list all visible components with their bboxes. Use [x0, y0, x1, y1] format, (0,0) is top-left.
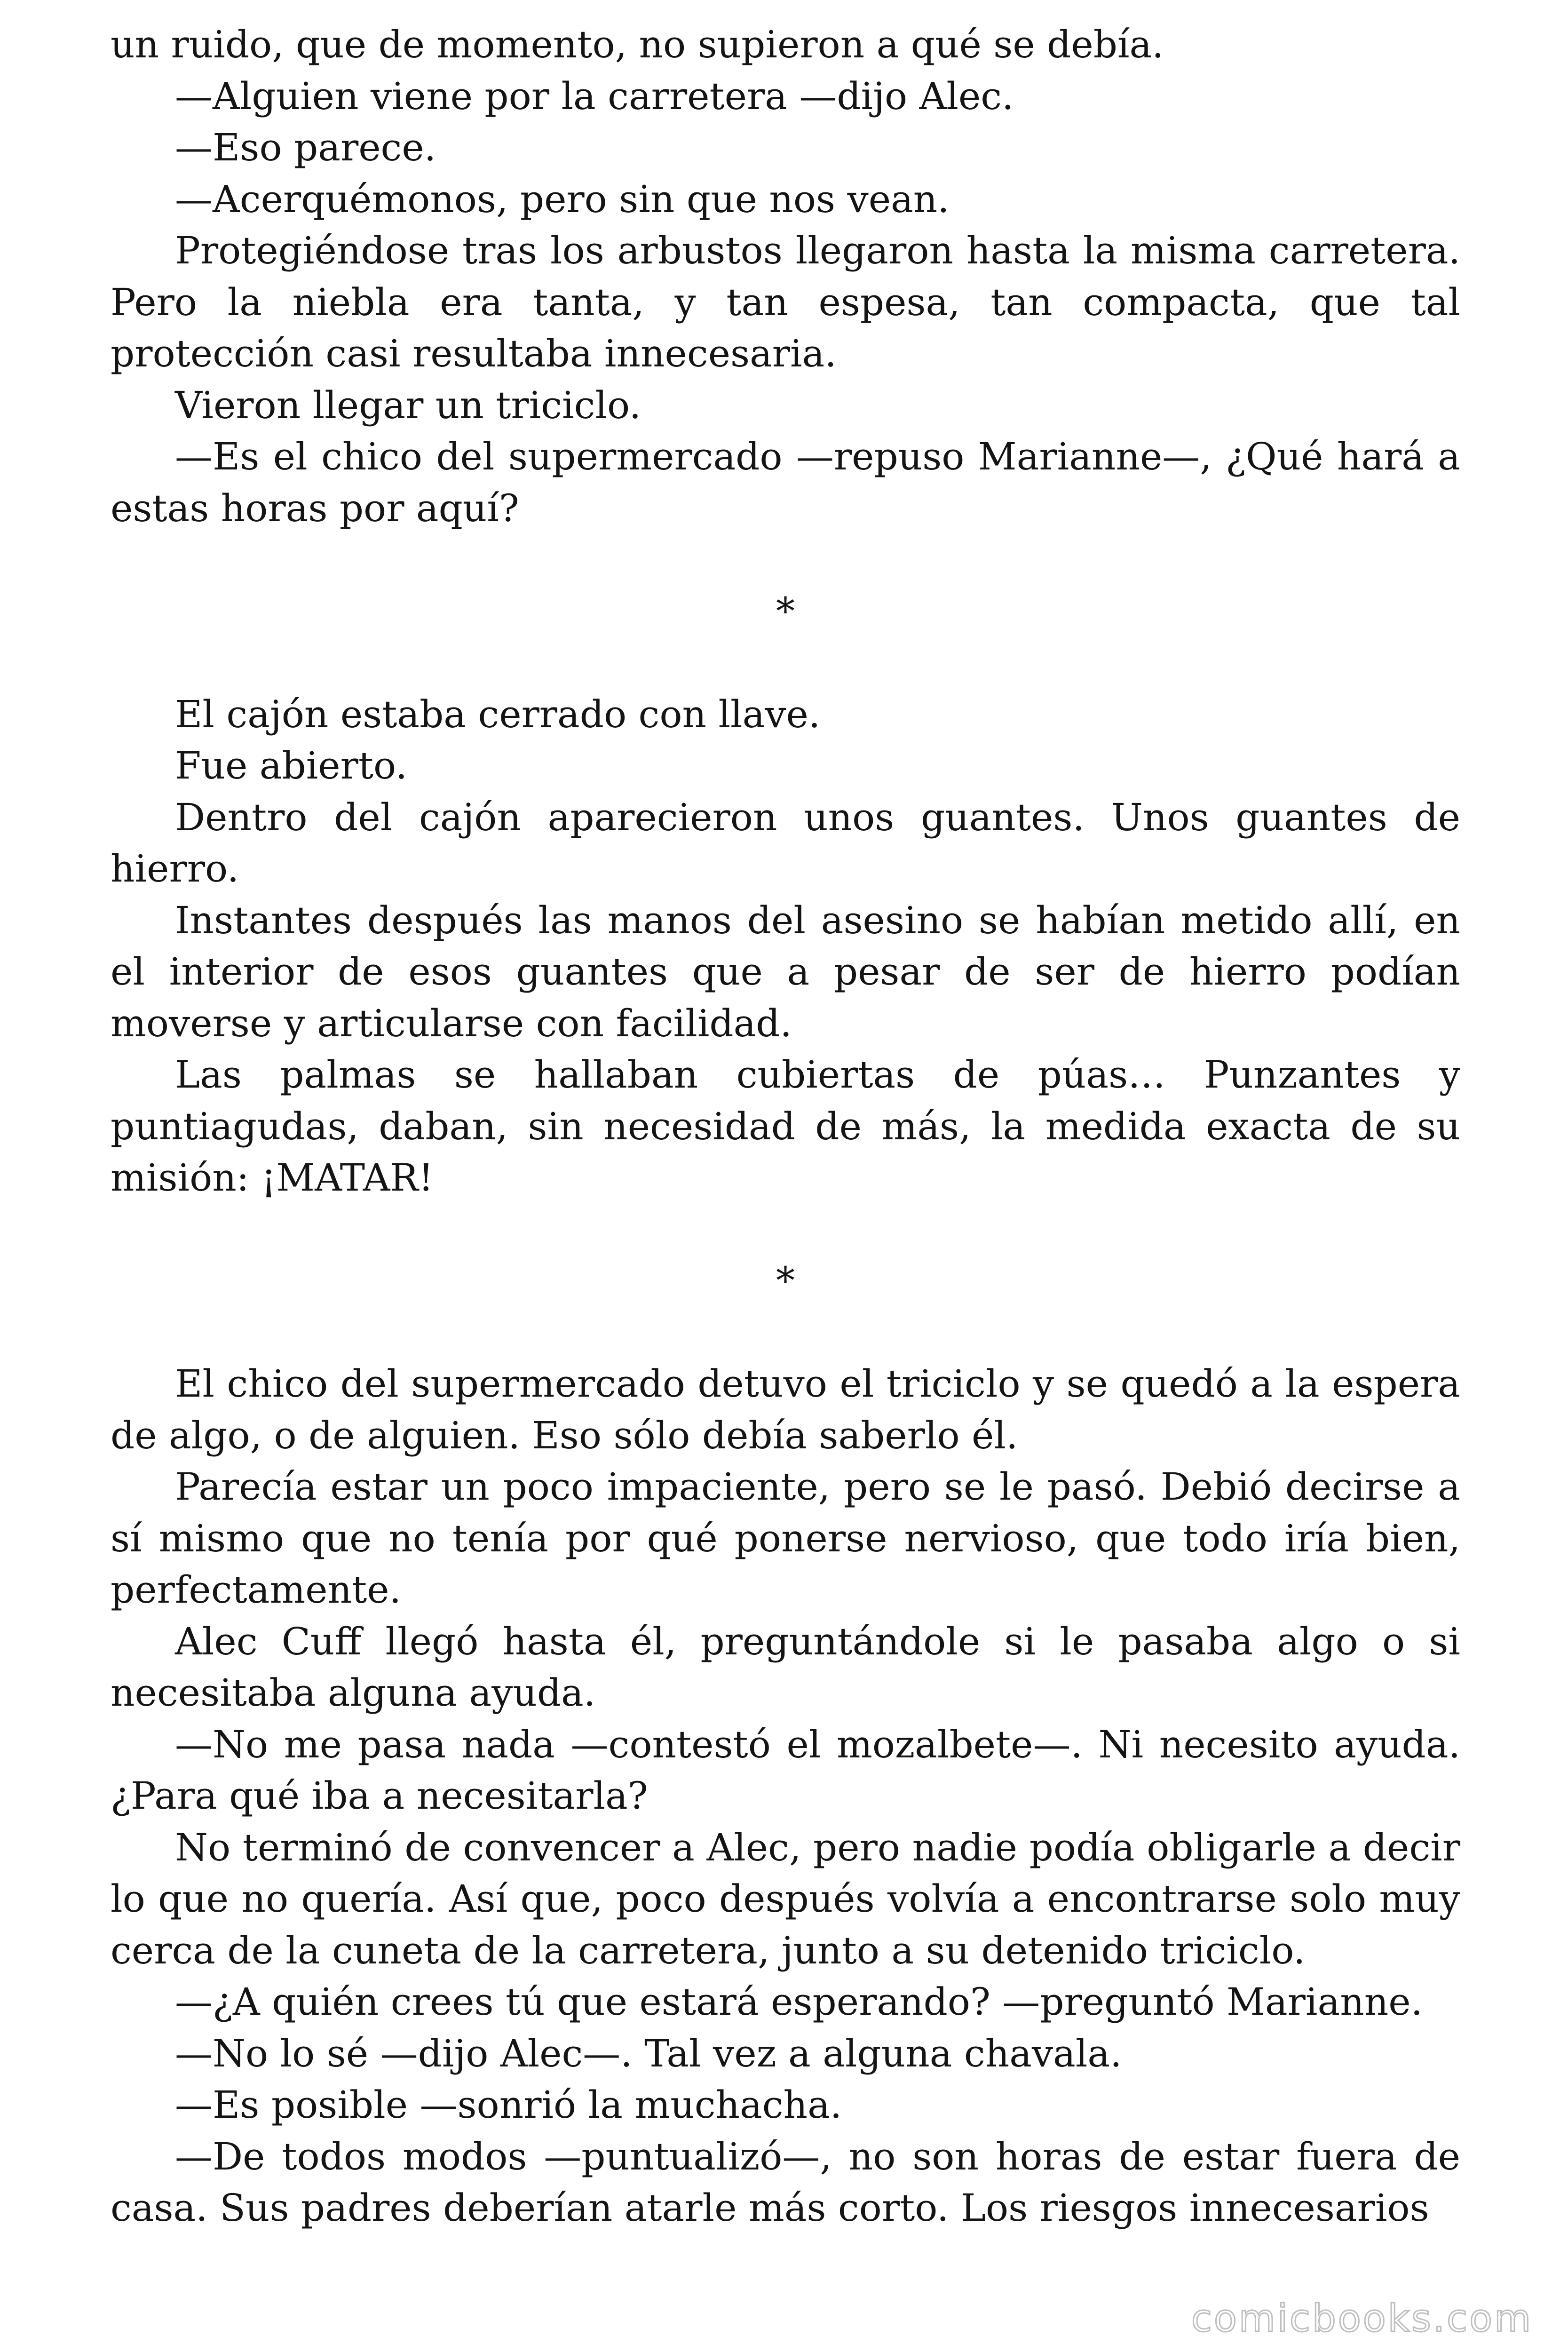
section-separator: *: [776, 1259, 795, 1303]
paragraph: El cajón estaba cerrado con llave.: [175, 692, 821, 736]
paragraph: —No me pasa nada —contestó el mozalbete—. Ni necesito ayuda. ¿Para qué iba a necesitarla?: [111, 1722, 1460, 1818]
paragraph: —Alguien viene por la carretera —dijo Alec.: [175, 74, 1014, 118]
spacer: [111, 534, 1460, 586]
paragraph: —¿A quién crees tú que estará esperando? —preguntó Marianne.: [175, 1980, 1423, 2024]
paragraph: Instantes después las manos del asesino se habían metido allí, en el interior de esos guantes que a pesar de ser de hierro podían moverse y articularse con facilidad.: [111, 898, 1460, 1045]
paragraph: No terminó de convencer a Alec, pero nadie podía obligarle a decir lo que no quería. Así que, poco después volvía a encontrarse solo muy cerca de la cuneta de la carretera, junto a su detenido triciclo.: [111, 1825, 1460, 1972]
paragraph: un ruido, que de momento, no supieron a qué se debía.: [111, 23, 1164, 66]
book-page: [111, 19, 1460, 2234]
watermark-logo: comicbooks.com: [1191, 2296, 1533, 2340]
paragraph: Fue abierto.: [175, 744, 408, 787]
spacer: [111, 1307, 1460, 1359]
paragraph: —Es posible —sonrió la muchacha.: [175, 2083, 842, 2127]
paragraph: El chico del supermercado detuvo el triciclo y se quedó a la espera de algo, o de alguien. Eso sólo debía saberlo él.: [111, 1362, 1460, 1457]
section-separator: *: [776, 589, 795, 633]
paragraph: —Acerquémonos, pero sin que nos vean.: [175, 177, 950, 221]
spacer: [111, 637, 1460, 689]
paragraph: Protegiéndose tras los arbustos llegaron hasta la misma carretera. Pero la niebla era tanta, y tan espesa, tan compacta, que tal protección casi resultaba innecesaria.: [111, 229, 1460, 375]
paragraph: Dentro del cajón aparecieron unos guantes. Unos guantes de hierro.: [111, 795, 1460, 890]
spacer: [111, 1204, 1460, 1255]
paragraph: Las palmas se hallaban cubiertas de púas… Punzantes y puntiagudas, daban, sin necesidad de más, la medida exacta de su misión: ¡MATAR!: [111, 1053, 1460, 1200]
paragraph: —De todos modos —puntualizó—, no son horas de estar fuera de casa. Sus padres deberían atarle más corto. Los riesgos innecesarios: [111, 2134, 1460, 2230]
paragraph: Parecía estar un poco impaciente, pero se le pasó. Debió decirse a sí mismo que no tenía por qué ponerse nervioso, que todo iría bien, perfectamente.: [111, 1465, 1460, 1612]
paragraph: —Eso parece.: [175, 126, 436, 169]
paragraph: —No lo sé —dijo Alec—. Tal vez a alguna chavala.: [175, 2031, 1122, 2075]
paragraph: Alec Cuff llegó hasta él, preguntándole si le pasaba algo o si necesitaba alguna ayuda.: [111, 1619, 1460, 1715]
paragraph: —Es el chico del supermercado —repuso Marianne—, ¿Qué hará a estas horas por aquí?: [111, 435, 1460, 530]
paragraph: Vieron llegar un triciclo.: [175, 383, 641, 427]
